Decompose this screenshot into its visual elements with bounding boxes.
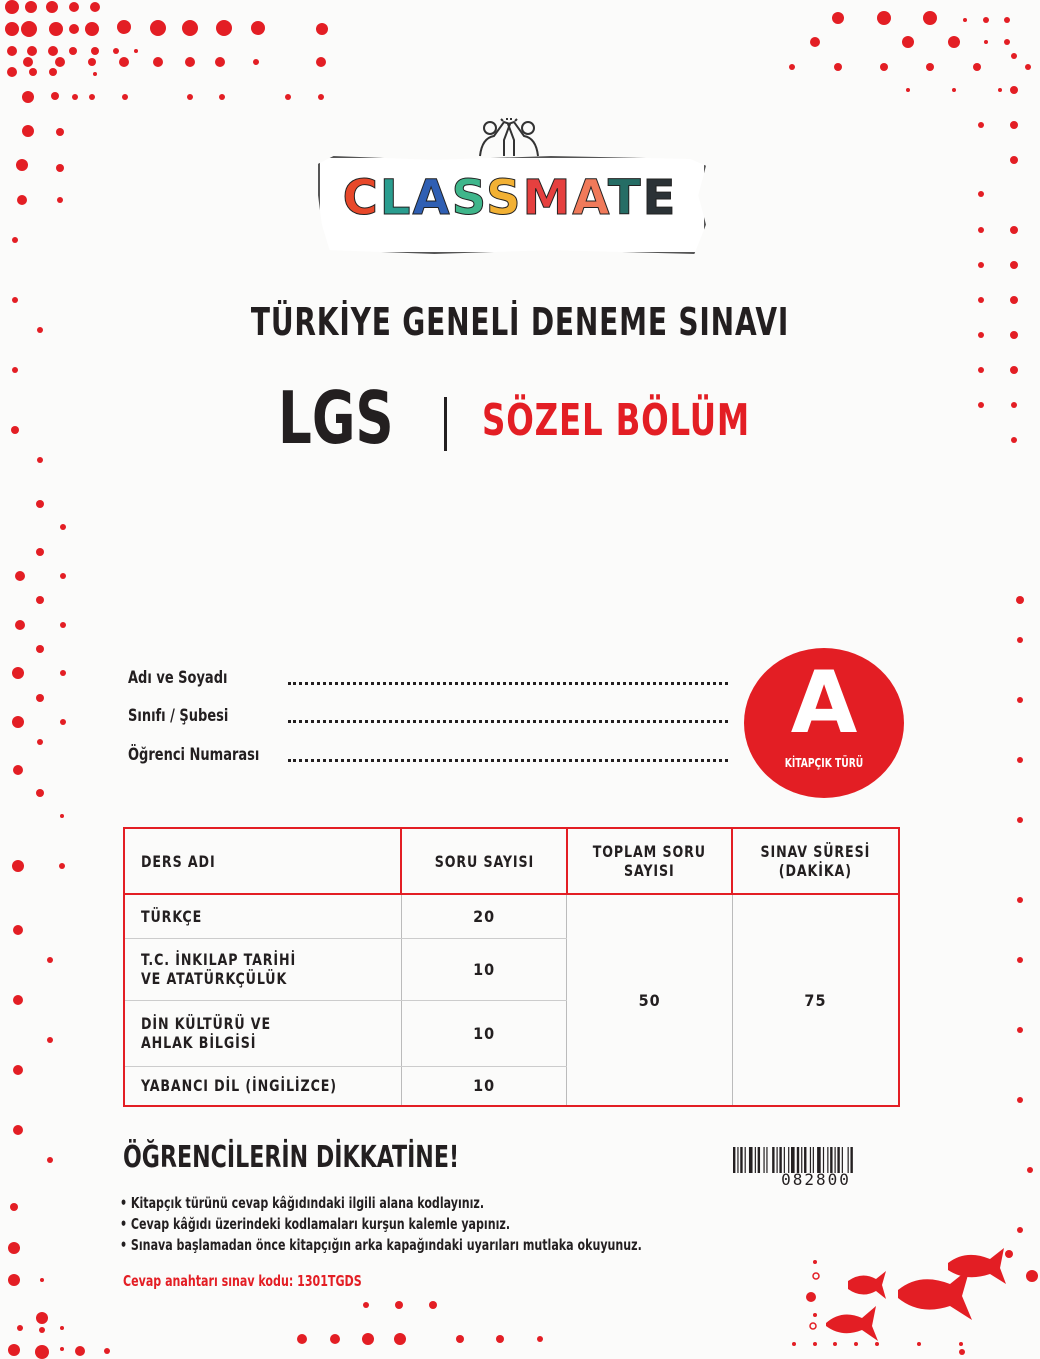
student-number-field-row bbox=[128, 743, 728, 767]
high-five-people-icon bbox=[476, 118, 542, 158]
table-row bbox=[124, 894, 899, 938]
booklet-type-caption: KİTAPÇIK TÜRÜ bbox=[784, 756, 864, 770]
class-field[interactable] bbox=[288, 710, 728, 723]
logo-letter: L bbox=[379, 170, 413, 226]
answer-key-code: Cevap anahtarı sınav kodu: 1301TGDS bbox=[123, 1272, 362, 1290]
table-header-row bbox=[124, 828, 899, 894]
notice-list bbox=[120, 1193, 756, 1256]
booklet-type-letter: A bbox=[790, 653, 858, 753]
question-count-cell: 10 bbox=[401, 1066, 566, 1106]
header-question-count: SORU SAYISI bbox=[401, 828, 566, 894]
logo-wordmark bbox=[318, 170, 702, 226]
notice-item: • Cevap kâğıdı üzerindeki kodlamaları kurşun kalemle yapınız. bbox=[120, 1215, 511, 1233]
logo-letter: S bbox=[451, 170, 487, 226]
question-count-cell: 20 bbox=[401, 894, 566, 938]
logo-letter: S bbox=[486, 170, 523, 226]
logo-letter: M bbox=[522, 170, 573, 226]
student-number-label: Öğrenci Numarası bbox=[128, 745, 260, 765]
header-total-questions: TOPLAM SORU SAYISI bbox=[567, 828, 733, 894]
fish-decoration bbox=[826, 1248, 1006, 1341]
class-field-row bbox=[128, 704, 728, 728]
booklet-type-badge bbox=[744, 648, 904, 798]
name-label: Adı ve Soyadı bbox=[128, 668, 228, 688]
logo-letter: A bbox=[572, 170, 608, 226]
total-questions-cell: 50 bbox=[567, 894, 733, 1106]
classmate-logo bbox=[318, 118, 702, 253]
subject-cell: T.C. İNKILAP TARİHİ VE ATATÜRKÇÜLÜK bbox=[124, 938, 401, 1000]
logo-letter: C bbox=[342, 170, 380, 226]
subject-cell: TÜRKÇE bbox=[124, 894, 401, 938]
notice-title: ÖĞRENCİLERİN DİKKATİNE! bbox=[123, 1140, 460, 1175]
duration-cell: 75 bbox=[804, 990, 827, 1010]
name-field-row bbox=[128, 666, 728, 690]
question-count-cell: 10 bbox=[401, 1000, 566, 1066]
logo-letter: T bbox=[607, 170, 643, 226]
title-divider bbox=[444, 397, 447, 451]
notice-item: • Kitapçık türünü cevap kâğıdındaki ilgili alana kodlayınız. bbox=[120, 1194, 485, 1212]
logo-letter: E bbox=[642, 170, 678, 226]
exam-type: LGS bbox=[278, 376, 394, 460]
subject-cell: YABANCI DİL (İNGİLİZCE) bbox=[124, 1066, 401, 1106]
subject-cell: DİN KÜLTÜRÜ VE AHLAK BİLGİSİ bbox=[124, 1000, 401, 1066]
student-number-field[interactable] bbox=[288, 749, 728, 762]
exam-section: SÖZEL BÖLÜM bbox=[482, 395, 751, 446]
exam-title: TÜRKİYE GENELİ DENEME SINAVI bbox=[250, 300, 790, 344]
notice-item: • Sınava başlamadan önce kitapçığın arka kapağındaki uyarıları mutlaka okuyunuz. bbox=[120, 1236, 642, 1254]
question-count-cell: 10 bbox=[401, 938, 566, 1000]
header-subject: DERS ADI bbox=[124, 828, 401, 894]
header-duration: SINAV SÜRESİ (DAKİKA) bbox=[732, 828, 899, 894]
barcode-number: 082800 bbox=[781, 1170, 851, 1189]
class-label: Sınıfı / Şubesi bbox=[128, 706, 229, 726]
exam-subjects-table bbox=[123, 827, 900, 1107]
name-field[interactable] bbox=[288, 672, 728, 685]
logo-letter: A bbox=[412, 170, 452, 226]
